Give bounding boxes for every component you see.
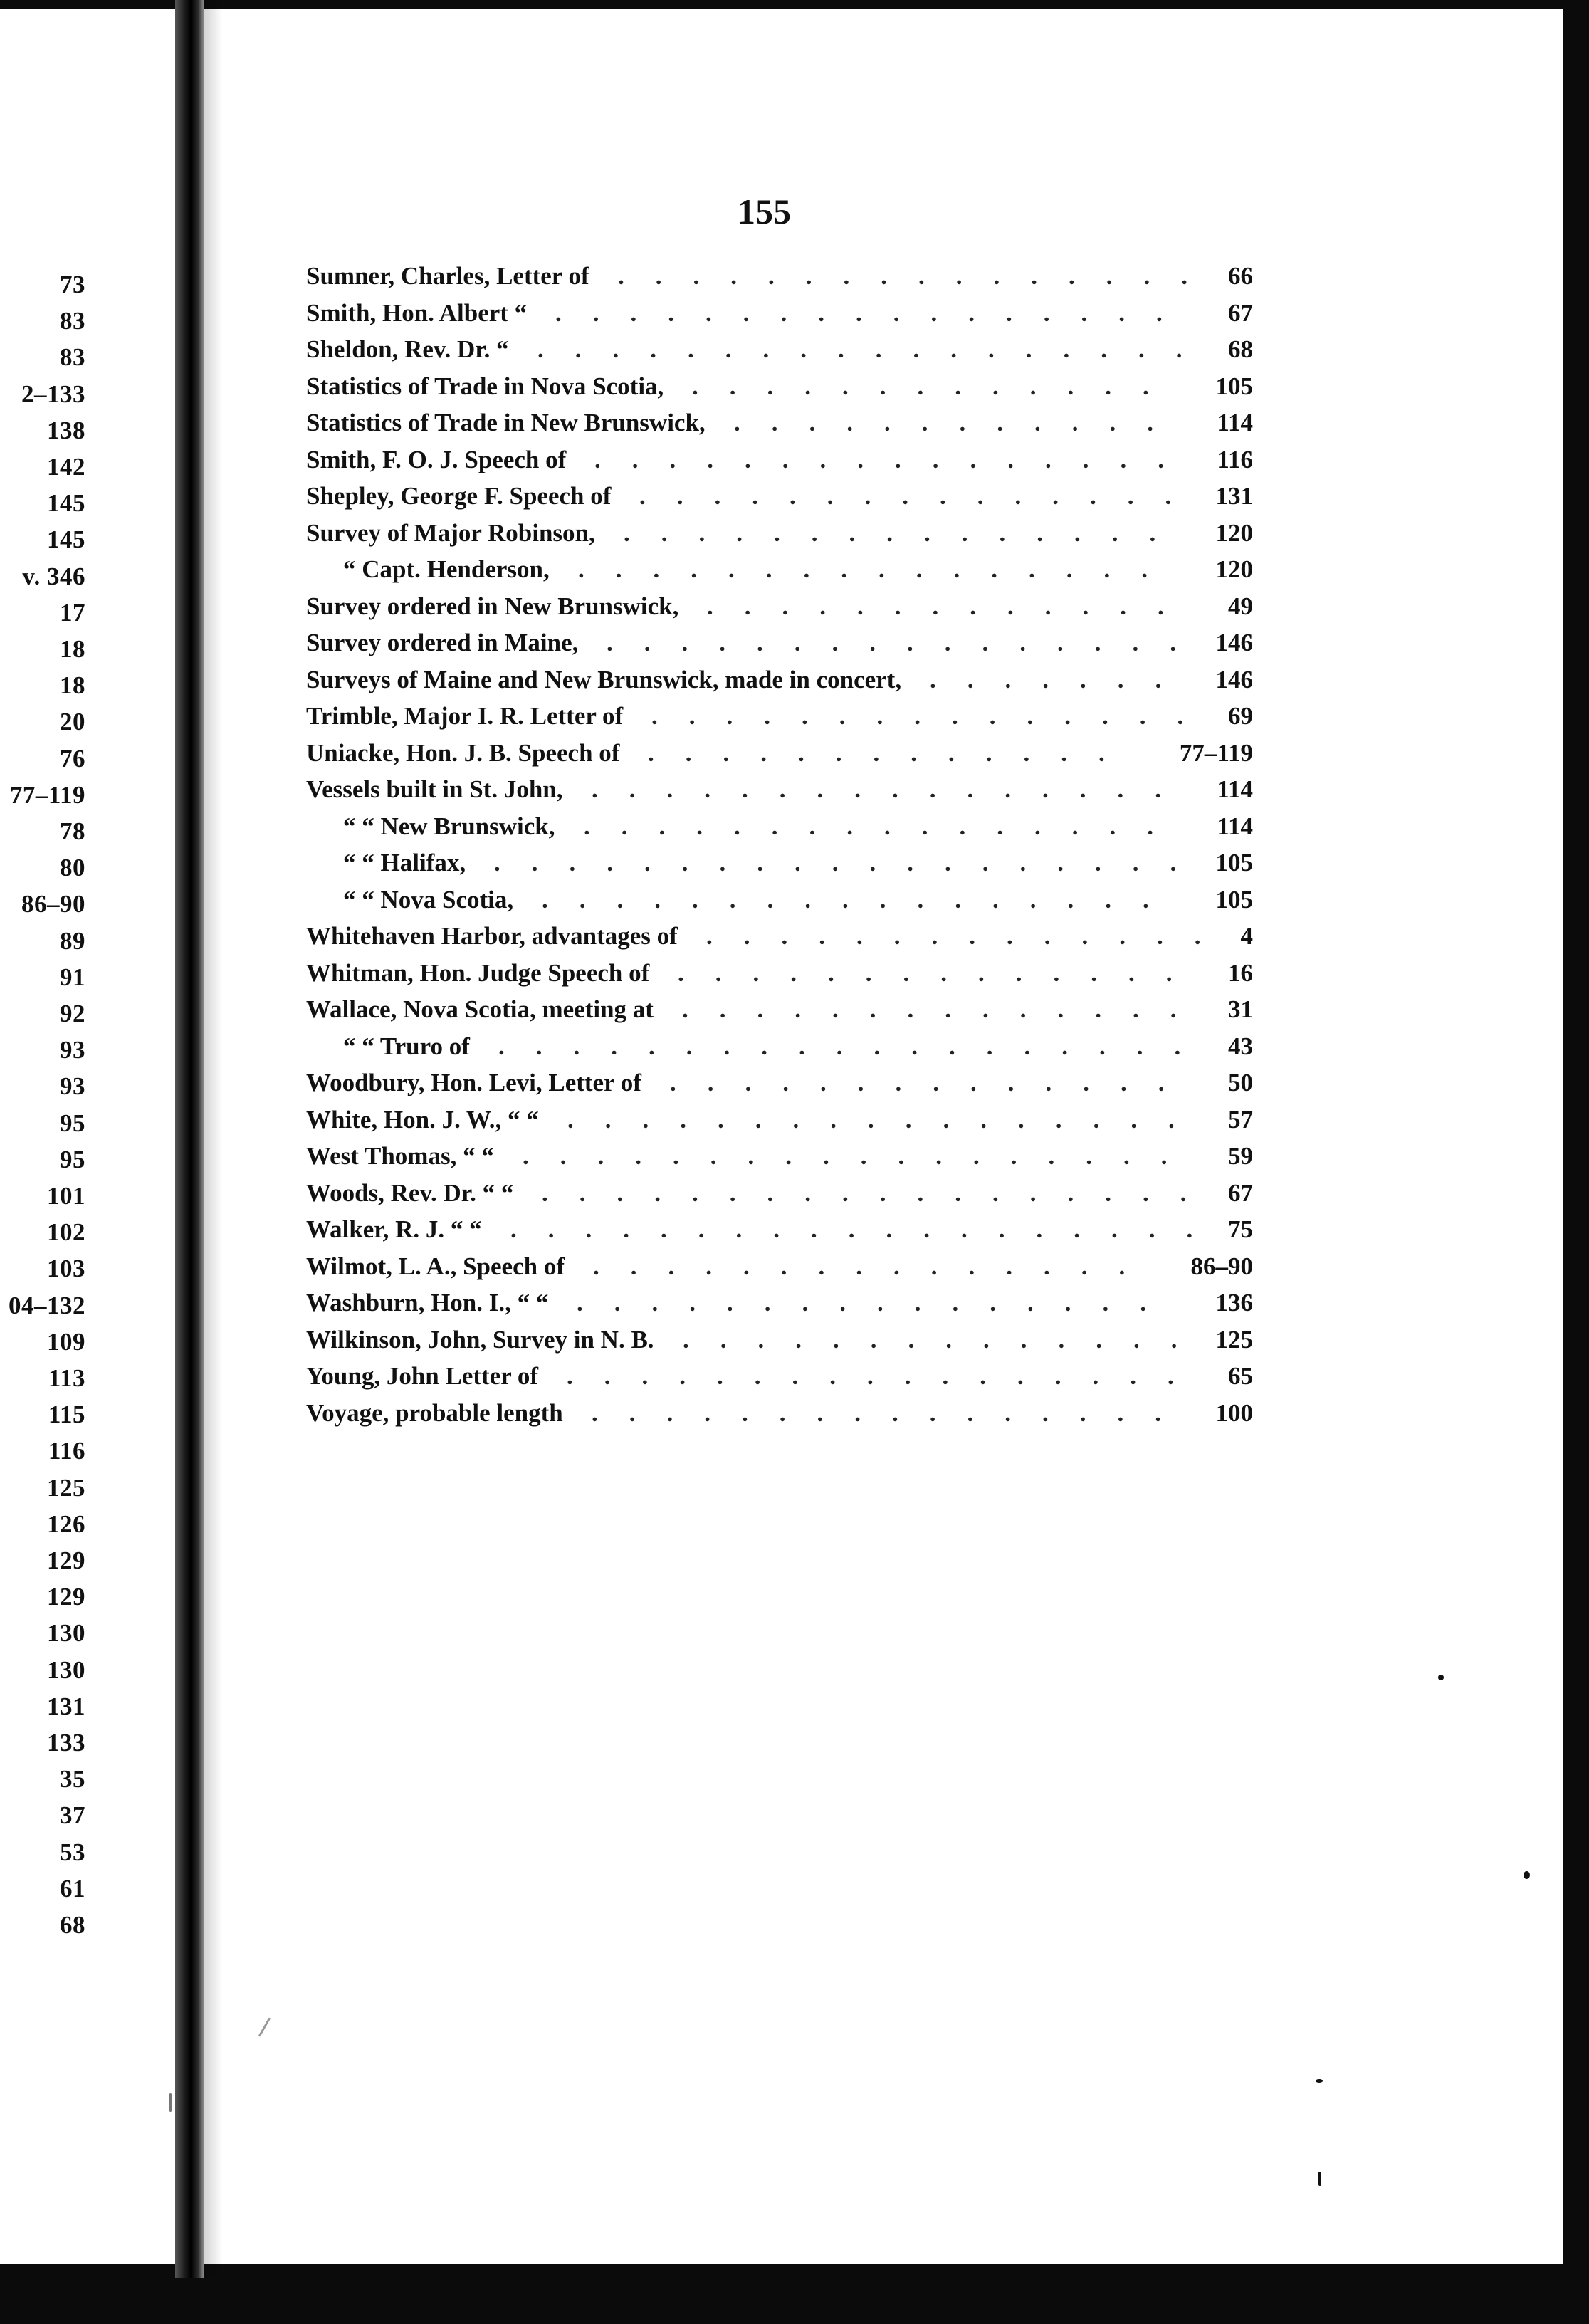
dot-leader: ................: [607, 629, 1207, 656]
index-entry-text: Survey ordered in New Brunswick,: [306, 592, 679, 620]
index-entry-text: Wilkinson, John, Survey in N. B.: [306, 1325, 654, 1354]
dot-leader: ..............: [682, 995, 1208, 1023]
index-page-number: 146: [1215, 665, 1253, 693]
facing-page-number: 2–133: [21, 380, 85, 408]
index-page-number: 66: [1228, 262, 1253, 290]
facing-page-number: 53: [60, 1838, 85, 1866]
index-row: [306, 1139, 1253, 1173]
index-row: [306, 699, 1253, 733]
dot-leader: .............: [707, 592, 1195, 620]
index-row: [306, 443, 1253, 477]
dot-leader: ...................: [494, 849, 1208, 876]
dot-leader: ..............: [683, 1325, 1209, 1354]
index-page-number: 69: [1228, 702, 1253, 730]
index-page-number: 105: [1215, 885, 1253, 914]
dot-leader: ..............: [706, 922, 1232, 950]
index-row: [306, 1213, 1253, 1247]
dot-leader: ................: [618, 262, 1219, 290]
index-page-number: 120: [1215, 555, 1253, 583]
index-entry-text: Whitehaven Harbor, advantages of: [306, 922, 678, 950]
index-row: [306, 846, 1253, 880]
index-row: [306, 590, 1253, 624]
facing-page-number: 18: [60, 635, 85, 663]
facing-page-number: 130: [47, 1619, 85, 1648]
index-entry-text: “ Capt. Henderson,: [343, 555, 550, 583]
index-entry-text: Vessels built in St. John,: [306, 775, 563, 803]
index-row: [306, 773, 1253, 807]
index-page-number: 146: [1215, 629, 1253, 656]
scan-right-border: [1563, 0, 1589, 2324]
facing-page-number: 93: [60, 1036, 85, 1064]
facing-page-number: 138: [47, 416, 85, 444]
scan-speck: [1524, 1871, 1530, 1879]
dot-leader: .................: [567, 1105, 1206, 1134]
dot-leader: ...................: [498, 1032, 1212, 1060]
index-entry-text: “ “ New Brunswick,: [343, 812, 555, 840]
index-page-number: 57: [1228, 1105, 1253, 1134]
index-row: [306, 333, 1253, 367]
index-page-number: 100: [1215, 1398, 1253, 1427]
dot-leader: ..................: [542, 1178, 1218, 1207]
index-row: [306, 810, 1253, 844]
facing-page-number: 78: [60, 817, 85, 845]
dot-leader: ...............: [593, 1252, 1157, 1280]
facing-page-number: 92: [60, 1000, 85, 1027]
dot-leader: ...............: [639, 482, 1203, 510]
index-page-number: 59: [1228, 1142, 1253, 1170]
index-row: [306, 919, 1253, 953]
facing-page-number: 68: [60, 1911, 85, 1939]
index-entry-text: Sheldon, Rev. Dr. “: [306, 335, 509, 363]
facing-page-number: 145: [47, 489, 85, 518]
scan-top-border: [0, 0, 1589, 9]
index-entry-text: West Thomas, “ “: [306, 1142, 494, 1170]
dot-leader: .................: [555, 298, 1194, 327]
index-entry-text: Smith, Hon. Albert “: [306, 298, 528, 327]
index-page-number: 105: [1215, 849, 1253, 876]
index-row: [306, 1176, 1253, 1210]
index-page-number: 68: [1228, 335, 1253, 363]
dot-leader: .......: [930, 665, 1193, 693]
index-entry-text: Trimble, Major I. R. Letter of: [306, 702, 624, 730]
index-row: [306, 1066, 1253, 1100]
dot-leader: .............: [692, 372, 1180, 400]
facing-page-number: 91: [60, 963, 85, 991]
index-page-number: 116: [1217, 445, 1253, 473]
index-entry-text: Statistics of Trade in Nova Scotia,: [306, 372, 664, 400]
dot-leader: ..............: [670, 1069, 1196, 1096]
facing-page-number: 93: [60, 1072, 85, 1101]
index-row: [306, 406, 1253, 440]
index-entry-text: Smith, F. O. J. Speech of: [306, 445, 567, 473]
index-page-number: 86–90: [1190, 1252, 1253, 1280]
index-entry-text: Survey ordered in Maine,: [306, 629, 579, 656]
dot-leader: ................: [584, 812, 1185, 840]
scan-speck: [1318, 2172, 1321, 2186]
facing-page-number: 83: [60, 343, 85, 372]
dot-leader: ............: [734, 409, 1185, 436]
index-page-number: 43: [1228, 1032, 1253, 1060]
facing-page-number: 126: [47, 1509, 85, 1538]
index-row: [306, 553, 1253, 587]
index-page-number: 136: [1215, 1289, 1253, 1317]
facing-page-number: 76: [60, 744, 85, 773]
facing-page-number: 145: [47, 525, 85, 554]
gutter-shadow: [204, 0, 222, 2278]
index-row: [306, 883, 1253, 917]
index-entry-text: Voyage, probable length: [306, 1398, 563, 1427]
dot-leader: ...............: [651, 702, 1215, 730]
index-entry-text: Sumner, Charles, Letter of: [306, 262, 589, 290]
facing-page-number: 129: [47, 1546, 85, 1574]
facing-page-number: 125: [47, 1473, 85, 1502]
facing-page-number: 113: [48, 1364, 85, 1392]
index-row: [306, 993, 1253, 1027]
index-page-number: 120: [1215, 518, 1253, 547]
index-entry-text: “ “ Nova Scotia,: [343, 885, 514, 914]
index-row: [306, 479, 1253, 513]
facing-page-number: 35: [60, 1765, 85, 1794]
index-entry-text: Surveys of Maine and New Brunswick, made in concert,: [306, 665, 902, 693]
facing-page-number: v. 346: [22, 562, 85, 590]
dot-leader: ................: [577, 1289, 1178, 1317]
index-entry-text: Uniacke, Hon. J. B. Speech of: [306, 738, 620, 767]
dot-leader: ................: [592, 775, 1192, 803]
facing-page-number: 101: [47, 1182, 85, 1210]
index-page-number: 114: [1217, 812, 1253, 840]
index-entry-text: Statistics of Trade in New Brunswick,: [306, 409, 706, 436]
index-page-number: 31: [1228, 995, 1253, 1023]
facing-page-number: 109: [47, 1327, 85, 1356]
dot-leader: ..............: [678, 958, 1204, 987]
index-page-number: 65: [1228, 1362, 1253, 1390]
index-page-number: 114: [1217, 775, 1253, 803]
index-row: [306, 516, 1253, 550]
index-page-number: 77–119: [1179, 738, 1253, 767]
index-row: [306, 296, 1253, 330]
facing-page-number: 89: [60, 926, 85, 955]
index-entry-text: Wilmot, L. A., Speech of: [306, 1252, 565, 1280]
index-row: [306, 956, 1253, 990]
index-page-number: 67: [1228, 1178, 1253, 1207]
index-page-number: 4: [1240, 922, 1253, 950]
facing-page-number: 102: [47, 1218, 85, 1247]
book-gutter: [175, 0, 204, 2278]
facing-page-numbers-column: [0, 271, 85, 1965]
index-entry-text: Wallace, Nova Scotia, meeting at: [306, 995, 654, 1023]
index-row: [306, 370, 1253, 404]
facing-page-number: 80: [60, 854, 85, 882]
facing-page-number: 115: [48, 1401, 85, 1429]
dot-leader: ...............: [624, 518, 1187, 547]
index-page-number: 67: [1228, 298, 1253, 327]
dot-leader: ................: [594, 445, 1195, 473]
facing-page-number: 73: [60, 271, 85, 298]
facing-page-number: 131: [47, 1692, 85, 1720]
facing-page-number: 83: [60, 307, 85, 335]
facing-page-number: 20: [60, 708, 85, 736]
index-page-number: 49: [1228, 592, 1253, 620]
index-entry-text: Survey of Major Robinson,: [306, 518, 595, 547]
index-entry-text: White, Hon. J. W., “ “: [306, 1105, 539, 1134]
facing-page-number: 18: [60, 671, 85, 700]
facing-page-number: 116: [48, 1437, 85, 1465]
index-entry-text: Whitman, Hon. Judge Speech of: [306, 958, 650, 987]
index-row: [306, 259, 1253, 293]
dot-leader: .................: [542, 885, 1180, 914]
facing-page-number: 103: [47, 1255, 85, 1283]
facing-page-number: 04–132: [9, 1291, 85, 1319]
index-page-number: 50: [1228, 1069, 1253, 1096]
scan-bottom-border: [0, 2264, 1589, 2324]
facing-page-number: 86–90: [21, 890, 85, 918]
index-row: [306, 1396, 1253, 1430]
index-row: [306, 1323, 1253, 1357]
index-page-number: 131: [1215, 482, 1253, 510]
index-row: [306, 1030, 1253, 1064]
index-entry-text: “ “ Truro of: [343, 1032, 470, 1060]
scan-speck: [258, 2017, 271, 2036]
index-page-number: 16: [1228, 958, 1253, 987]
index-entry-text: Young, John Letter of: [306, 1362, 539, 1390]
facing-page-number: 142: [47, 453, 85, 481]
facing-page-number: 129: [47, 1583, 85, 1611]
index-page-number: 75: [1228, 1215, 1253, 1243]
index-page-number: 114: [1217, 409, 1253, 436]
dot-leader: .................: [567, 1362, 1205, 1390]
dot-leader: ................: [592, 1398, 1192, 1427]
index-page-number: 105: [1215, 372, 1253, 400]
facing-page-number: 61: [60, 1874, 85, 1902]
index-row: [306, 626, 1253, 660]
facing-page-number: 17: [60, 598, 85, 627]
page-number: 155: [738, 192, 791, 231]
facing-page-number: 37: [60, 1801, 85, 1830]
dot-leader: ..................: [537, 335, 1214, 363]
index-entry-text: Shepley, George F. Speech of: [306, 482, 612, 510]
facing-page-number: 95: [60, 1109, 85, 1137]
index-entry-text: Woodbury, Hon. Levi, Letter of: [306, 1069, 641, 1096]
index-row: [306, 1286, 1253, 1320]
index-row: [306, 1103, 1253, 1137]
index-row: [306, 663, 1253, 697]
index-row: [306, 1250, 1253, 1284]
dot-leader: ................: [578, 555, 1179, 583]
scan-speck: [169, 2093, 172, 2112]
index-entry-text: Walker, R. J. “ “: [306, 1215, 482, 1243]
dot-leader: ...................: [510, 1215, 1224, 1243]
facing-page-number: 77–119: [9, 780, 85, 809]
scan-speck: [1438, 1675, 1444, 1680]
index-entry-text: Washburn, Hon. I., “ “: [306, 1289, 549, 1317]
index-entry-text: “ “ Halifax,: [343, 849, 466, 876]
facing-page-number: 95: [60, 1145, 85, 1173]
index-page-number: 125: [1215, 1325, 1253, 1354]
index-entry-text: Woods, Rev. Dr. “ “: [306, 1178, 514, 1207]
facing-page-number: 133: [47, 1729, 85, 1757]
facing-page-number: 130: [47, 1655, 85, 1684]
index-row: [306, 1359, 1253, 1393]
dot-leader: ..................: [523, 1142, 1199, 1170]
dot-leader: .............: [648, 738, 1136, 767]
index-row: [306, 736, 1253, 770]
scan-speck: [1316, 2079, 1323, 2083]
